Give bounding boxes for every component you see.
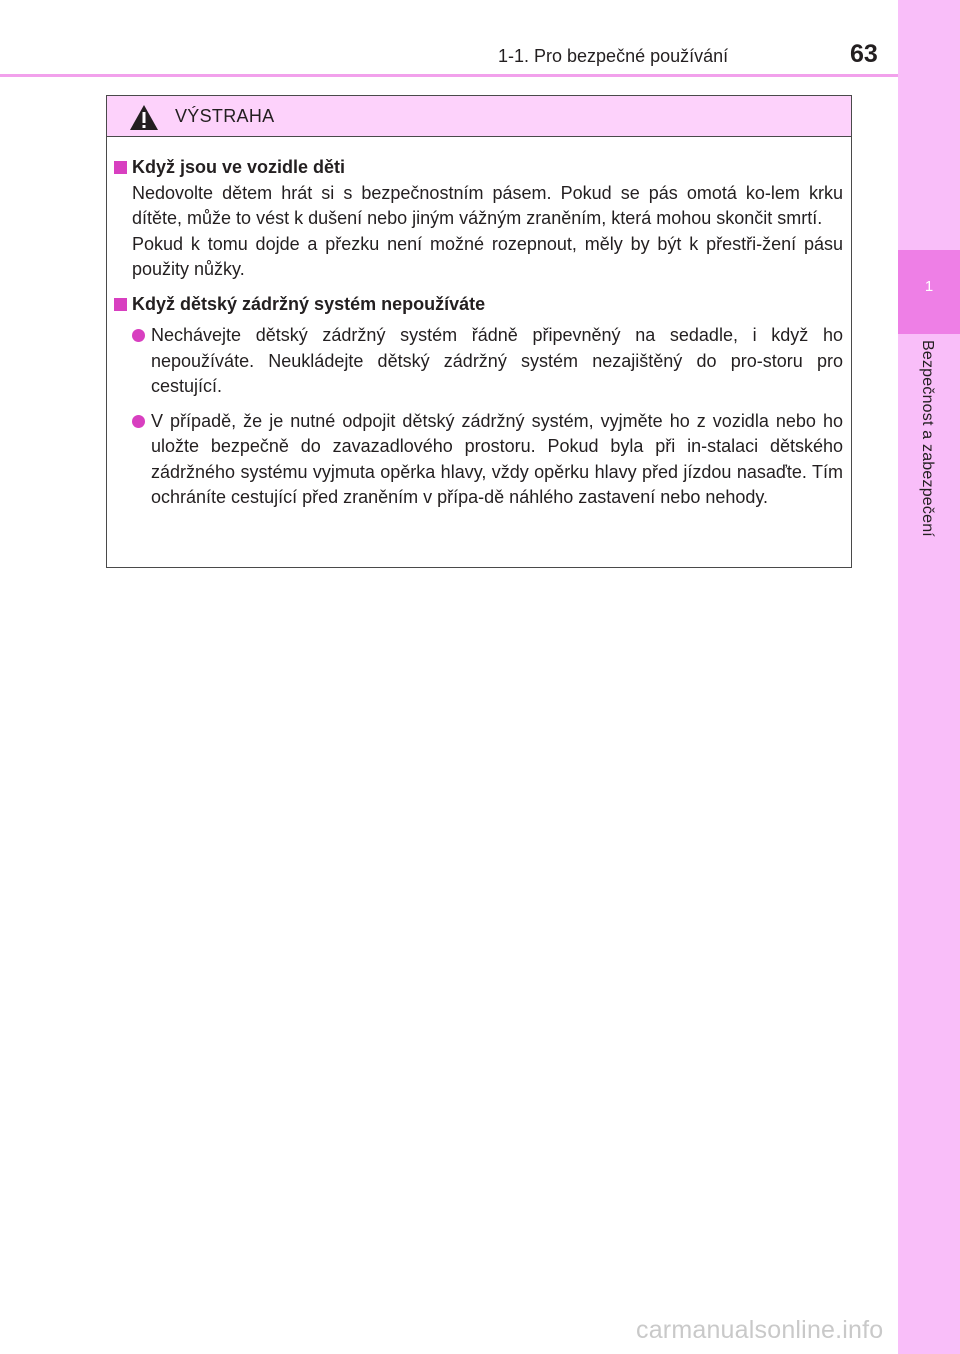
warning-title: VÝSTRAHA [175, 106, 275, 126]
square-bullet-icon [114, 298, 127, 311]
warning-box [106, 95, 852, 568]
square-bullet-icon [114, 161, 127, 174]
chapter-number: 1 [924, 278, 934, 295]
list-item-text: V případě, že je nutné odpojit dětský zádržný systém, vyjměte ho z vozidla nebo ho uložte bezpečně do zavazadlového prostoru. Pokud byla při in-stalaci dětského zádržného systému vyjmuta opěrka hlavy, vždy opěrku hlavy před jízdou nasaďte. Tím ochráníte cestující před zraněním v přípa-dě náhlého zastavení nebo nehody. [151, 410, 843, 507]
warning-section [113, 292, 843, 511]
warning-section [113, 155, 843, 283]
circle-bullet-icon [132, 329, 145, 342]
warning-header [107, 96, 851, 137]
section-paragraph: Nedovolte dětem hrát si s bezpečnostním pásem. Pokud se pás omotá ko-lem krku dítěte, může to vést k dušení nebo jiným vážným zraněním, která mohou skončit smrtí. [132, 182, 843, 228]
list-item [113, 409, 843, 511]
section-title: 1-1. Pro bezpečné používání [498, 46, 729, 66]
header-divider [0, 74, 898, 77]
circle-bullet-icon [132, 415, 145, 428]
section-heading: Když jsou ve vozidle děti [132, 157, 346, 177]
warning-triangle-icon [129, 104, 159, 131]
section-paragraph: Pokud k tomu dojde a přezku není možné rozepnout, měly by být k přestři-žení pásu použity nůžky. [132, 233, 843, 279]
section-heading: Když dětský zádržný systém nepoužíváte [132, 293, 486, 314]
watermark: carmanualsonline.info [636, 1316, 884, 1344]
warning-body [107, 137, 851, 511]
chapter-side-tab [898, 0, 960, 1354]
list-item-text: Nechávejte dětský zádržný systém řádně připevněný na sedadle, i když ho nepoužíváte. Neukládejte dětský zádržný systém nezajištěný do pro-storu pro cestující. [151, 325, 843, 396]
list-item [113, 323, 843, 400]
chapter-title: Bezpečnost a zabezpečení [919, 340, 936, 537]
page-number: 63 [850, 40, 878, 68]
